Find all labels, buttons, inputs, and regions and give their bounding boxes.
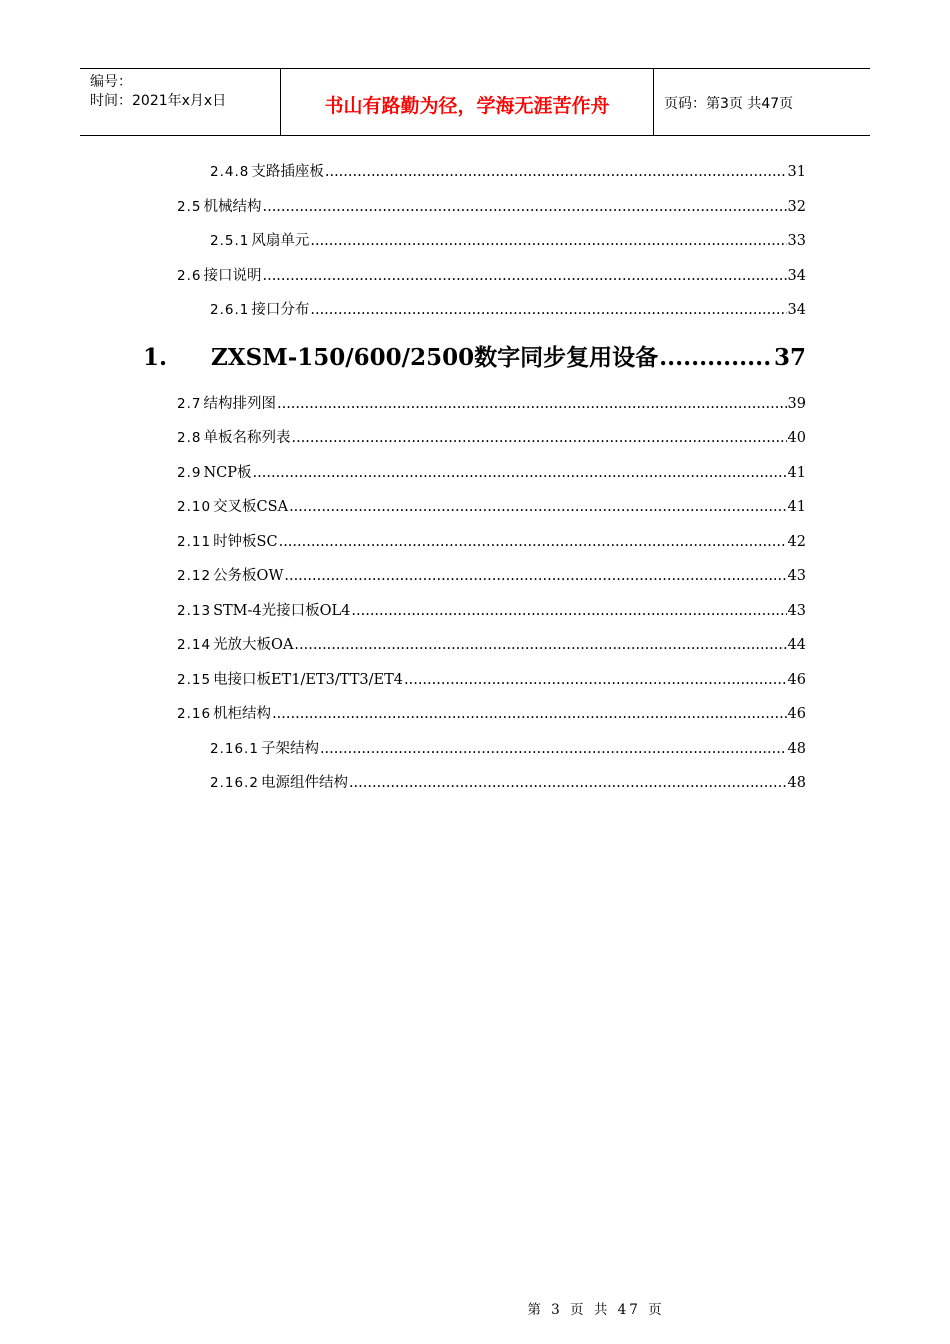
toc-leader-dots [277,394,787,414]
toc-entry-label [143,343,658,373]
toc-entry[interactable] [143,343,806,373]
toc-entry-title: 交叉板CSA [213,499,289,515]
toc-entry-label [210,231,309,251]
toc-leader-dots [404,670,787,690]
toc-leader-dots [262,197,786,217]
toc-entry[interactable] [210,231,806,251]
toc-entry-page: 42 [787,534,806,550]
toc-entry-page: 32 [787,199,806,215]
toc-entry[interactable] [177,463,806,483]
header-page-info: 页码：第3页 共47页 [664,96,794,112]
toc-entry-number: 2.14 [177,637,212,653]
toc-entry-page: 39 [787,396,806,412]
toc-entry-title: 单板名称列表 [203,430,291,446]
toc-entry[interactable] [177,497,806,517]
page-header [80,68,870,136]
toc-entry-page: 40 [787,430,806,446]
toc-entry-title: 电源组件结构 [260,775,348,791]
toc-entry-number: 2.6.1 [210,302,250,318]
toc-leader-dots [284,566,786,586]
toc-entry-page: 41 [787,499,806,515]
toc-entry-number: 2.12 [177,568,212,584]
toc-entry-page: 48 [787,775,806,791]
time-label: 时间：2021年x月x日 [90,93,227,109]
toc-entry[interactable] [177,704,806,724]
toc-entry-label [177,532,278,552]
toc-entry-title: NCP板 [203,465,252,481]
toc-entry-page: 34 [787,268,806,284]
toc-entry-page: 37 [773,344,806,371]
toc-leader-dots [659,343,773,373]
toc-entry-title: ZXSM-150/600/2500数字同步复用设备 [211,344,659,371]
toc-entry-title: 电接口板ET1/ET3/TT3/ET4 [213,672,403,688]
toc-entry[interactable] [210,300,806,320]
toc-entry-label [210,773,348,793]
toc-leader-dots [320,739,787,759]
toc-entry-page: 48 [787,741,806,757]
toc-entry-page: 33 [787,233,806,249]
toc-entry[interactable] [177,566,806,586]
toc-entry-title: 机械结构 [203,199,262,215]
toc-leader-dots [262,266,786,286]
toc-entry-number: 2.5 [177,199,202,215]
toc-entry[interactable] [177,266,806,286]
toc-entry-title: 公务板OW [213,568,284,584]
toc-entry-number: 2.4.8 [210,164,250,180]
toc-entry-number: 2.16.1 [210,741,259,757]
toc-entry[interactable] [177,428,806,448]
toc-entry-label [177,566,283,586]
toc-entry[interactable] [177,635,806,655]
toc-entry[interactable] [210,162,806,182]
toc-entry-label [210,739,319,759]
toc-entry[interactable] [210,739,806,759]
toc-entry-page: 43 [787,568,806,584]
toc-entry-label [177,197,261,217]
toc-entry-number: 2.15 [177,672,212,688]
toc-entry-number: 1. [143,344,168,371]
toc-entry-page: 34 [787,302,806,318]
toc-entry-label [177,428,290,448]
toc-entry-label [177,704,271,724]
toc-entry-page: 41 [787,465,806,481]
toc-entry[interactable] [177,532,806,552]
toc-entry-page: 46 [787,706,806,722]
toc-entry-page: 43 [787,603,806,619]
toc-entry-title: 接口分布 [251,302,310,318]
toc-leader-dots [294,635,786,655]
toc-entry[interactable] [210,773,806,793]
toc-entry[interactable] [177,394,806,414]
toc-entry[interactable] [177,601,806,621]
toc-entry-title: 时钟板SC [213,534,278,550]
toc-entry-number: 2.9 [177,465,202,481]
toc-leader-dots [310,231,786,251]
toc-entry-label [177,394,276,414]
toc-leader-dots [310,300,786,320]
toc-entry-title: 接口说明 [203,268,262,284]
toc-leader-dots [253,463,787,483]
toc-entry-number: 2.6 [177,268,202,284]
toc-entry-title: 机柜结构 [213,706,272,722]
footer-page-number: 第 3 页 共 47 页 [527,1302,665,1318]
toc-entry-number: 2.5.1 [210,233,250,249]
toc-entry-label [177,601,350,621]
toc-entry-title: STM-4光接口板OL4 [213,603,351,619]
toc-entry-number: 2.7 [177,396,202,412]
toc-leader-dots [279,532,787,552]
toc-leader-dots [349,773,787,793]
toc-entry-number: 2.13 [177,603,212,619]
toc-entry-number: 2.16.2 [210,775,259,791]
toc-entry-label [177,497,288,517]
toc-entry-number: 2.16 [177,706,212,722]
toc-entry-title: 子架结构 [260,741,319,757]
toc-entry-number: 2.8 [177,430,202,446]
number-label: 编号： [90,74,132,90]
toc-entry-page: 44 [787,637,806,653]
toc-entry-title: 支路插座板 [251,164,324,180]
toc-entry-label [177,266,261,286]
header-motto: 书山有路勤为径，学海无涯苦作舟 [281,69,654,135]
toc-entry-label [210,162,324,182]
toc-entry-page: 31 [787,164,806,180]
page-footer [0,1298,950,1318]
toc-entry-page: 46 [787,672,806,688]
toc-leader-dots [351,601,786,621]
toc-entry-number: 2.11 [177,534,212,550]
toc-entry-title: 结构排列图 [203,396,276,412]
toc-entry-label [177,463,252,483]
toc-entry[interactable] [177,670,806,690]
toc-entry[interactable] [177,197,806,217]
toc-entry-title: 风扇单元 [251,233,310,249]
toc-entry-label [177,635,293,655]
header-meta [80,69,281,135]
toc-entry-number: 2.10 [177,499,212,515]
toc-entry-title: 光放大板OA [213,637,294,653]
toc-entry-label [210,300,309,320]
toc-leader-dots [291,428,786,448]
toc-leader-dots [289,497,786,517]
toc-leader-dots [325,162,787,182]
toc-entry-label [177,670,403,690]
toc-leader-dots [272,704,786,724]
